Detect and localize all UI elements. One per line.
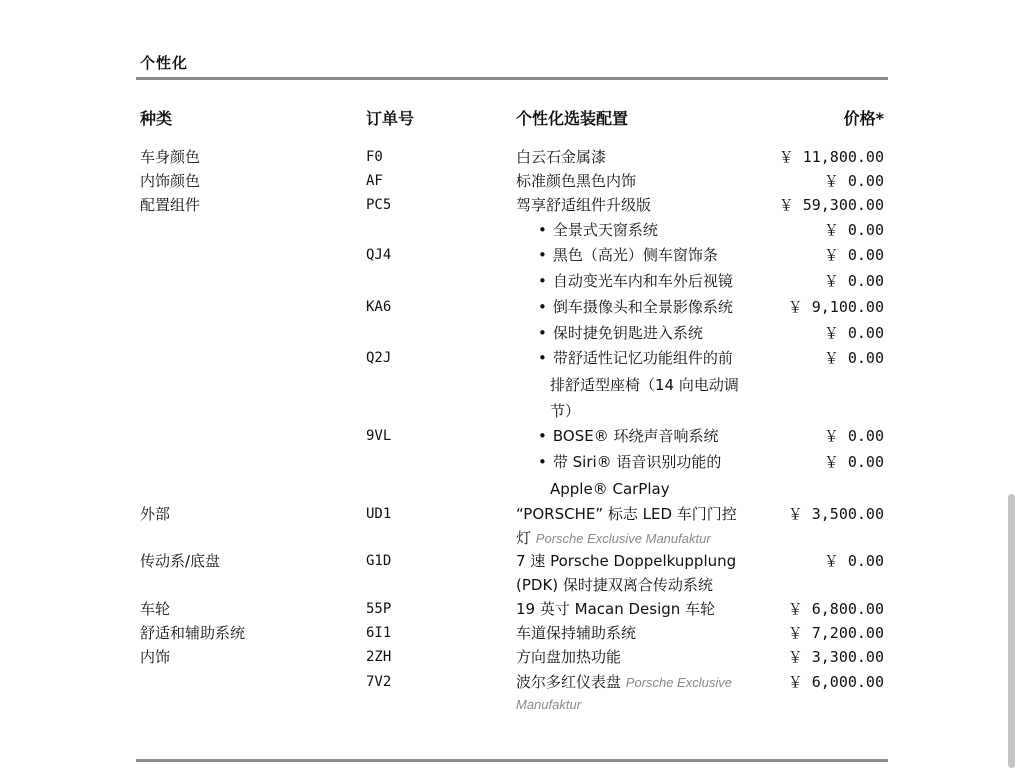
bullet-icon: • — [538, 324, 547, 342]
row-code: 55P — [366, 601, 392, 617]
row-desc-line: Apple® CarPlay — [550, 480, 670, 498]
row-category: 内饰颜色 — [140, 172, 201, 190]
row-code: 9VL — [366, 428, 392, 444]
manufaktur-note: Porsche Exclusive — [625, 675, 733, 690]
row-price: ￥ 0.00 — [823, 172, 884, 190]
row-code: G1D — [366, 553, 392, 569]
row-price: ￥ 6,800.00 — [787, 600, 884, 618]
scrollbar[interactable] — [1008, 494, 1015, 768]
row-price: ￥ 9,100.00 — [787, 298, 884, 316]
row-desc: 标准颜色黑色内饰 — [516, 172, 637, 190]
row-desc-line: 带舒适性记忆功能组件的前 — [552, 349, 733, 367]
row-price: ￥ 0.00 — [823, 246, 884, 264]
row-desc: 自动变光车内和车外后视镜 — [552, 272, 733, 290]
row-price: ￥ 0.00 — [823, 552, 884, 570]
bullet-icon: • — [538, 272, 547, 290]
row-category: 舒适和辅助系统 — [140, 624, 246, 642]
row-price: ￥ 0.00 — [823, 349, 884, 367]
row-code: 2ZH — [366, 649, 392, 665]
row-price: ￥ 3,500.00 — [787, 505, 884, 523]
row-desc: 车道保持辅助系统 — [516, 624, 637, 642]
row-category: 车身颜色 — [140, 148, 201, 166]
section-title: 个性化 — [140, 54, 189, 72]
row-code: F0 — [366, 149, 383, 165]
manufaktur-note-line — [516, 692, 581, 717]
row-desc: 黑色（高光）侧车窗饰条 — [552, 246, 718, 264]
sub-item — [538, 346, 733, 370]
sub-item — [538, 243, 718, 267]
row-desc: 全景式天窗系统 — [552, 221, 658, 239]
row-desc: 19 英寸 Macan Design 车轮 — [516, 600, 716, 618]
row-price: ￥ 3,300.00 — [787, 648, 884, 666]
bullet-icon: • — [538, 221, 547, 239]
row-price: ￥ 7,200.00 — [787, 624, 884, 642]
row-category: 外部 — [140, 505, 171, 523]
row-price: ￥ 59,300.00 — [778, 196, 884, 214]
row-code: 7V2 — [366, 674, 392, 690]
row-desc: 保时捷免钥匙进入系统 — [552, 324, 703, 342]
sub-item — [538, 218, 658, 242]
sub-item — [538, 269, 733, 293]
manufaktur-note: Manufaktur — [516, 697, 582, 712]
row-code: UD1 — [366, 506, 392, 522]
row-desc-line: 排舒适型座椅（14 向电动调 — [550, 376, 739, 394]
row-desc: 驾享舒适组件升级版 — [516, 196, 652, 214]
sub-item — [538, 450, 721, 474]
row-price: ￥ 6,000.00 — [787, 673, 884, 691]
row-price: ￥ 11,800.00 — [778, 148, 884, 166]
row-desc-line-with-note — [516, 526, 711, 551]
header-price: 价格* — [843, 109, 884, 128]
row-price: ￥ 0.00 — [823, 272, 884, 290]
row-price: ￥ 0.00 — [823, 453, 884, 471]
row-code: 6I1 — [366, 625, 392, 641]
sub-item — [538, 424, 718, 448]
sub-item — [538, 295, 733, 319]
row-desc-line: 灯 — [516, 529, 532, 547]
row-desc-line: 7 速 Porsche Doppelkupplung — [516, 552, 737, 570]
row-desc-line: “PORSCHE” 标志 LED 车门门控 — [516, 505, 737, 523]
row-desc-line: (PDK) 保时捷双离合传动系统 — [516, 576, 713, 594]
row-category: 内饰 — [140, 648, 171, 666]
row-desc-line: 带 Siri® 语音识别功能的 — [552, 453, 722, 471]
row-code: KA6 — [366, 299, 392, 315]
bottom-rule — [136, 759, 888, 762]
bullet-icon: • — [538, 246, 547, 264]
row-price: ￥ 0.00 — [823, 427, 884, 445]
header-order-no: 订单号 — [366, 109, 415, 128]
row-price: ￥ 0.00 — [823, 221, 884, 239]
header-option: 个性化选装配置 — [516, 109, 629, 128]
row-desc-line: 节） — [550, 402, 581, 420]
row-code: PC5 — [366, 197, 392, 213]
header-category: 种类 — [140, 109, 173, 128]
row-desc: 波尔多红仪表盘 — [516, 673, 622, 691]
row-desc: 倒车摄像头和全景影像系统 — [552, 298, 733, 316]
bullet-icon: • — [538, 427, 547, 445]
row-desc: 白云石金属漆 — [516, 148, 607, 166]
row-price: ￥ 0.00 — [823, 324, 884, 342]
bullet-icon: • — [538, 349, 547, 367]
row-code: QJ4 — [366, 247, 392, 263]
row-category: 车轮 — [140, 600, 171, 618]
row-desc: 方向盘加热功能 — [516, 648, 622, 666]
bullet-icon: • — [538, 453, 547, 471]
bullet-icon: • — [538, 298, 547, 316]
row-code: AF — [366, 173, 383, 189]
manufaktur-note: Porsche Exclusive Manufaktur — [535, 531, 711, 546]
row-category: 配置组件 — [140, 196, 201, 214]
row-code: Q2J — [366, 350, 392, 366]
top-rule — [136, 77, 888, 80]
sub-item — [538, 321, 703, 345]
row-desc: BOSE® 环绕声音响系统 — [552, 427, 719, 445]
row-category: 传动系/底盘 — [140, 552, 221, 570]
